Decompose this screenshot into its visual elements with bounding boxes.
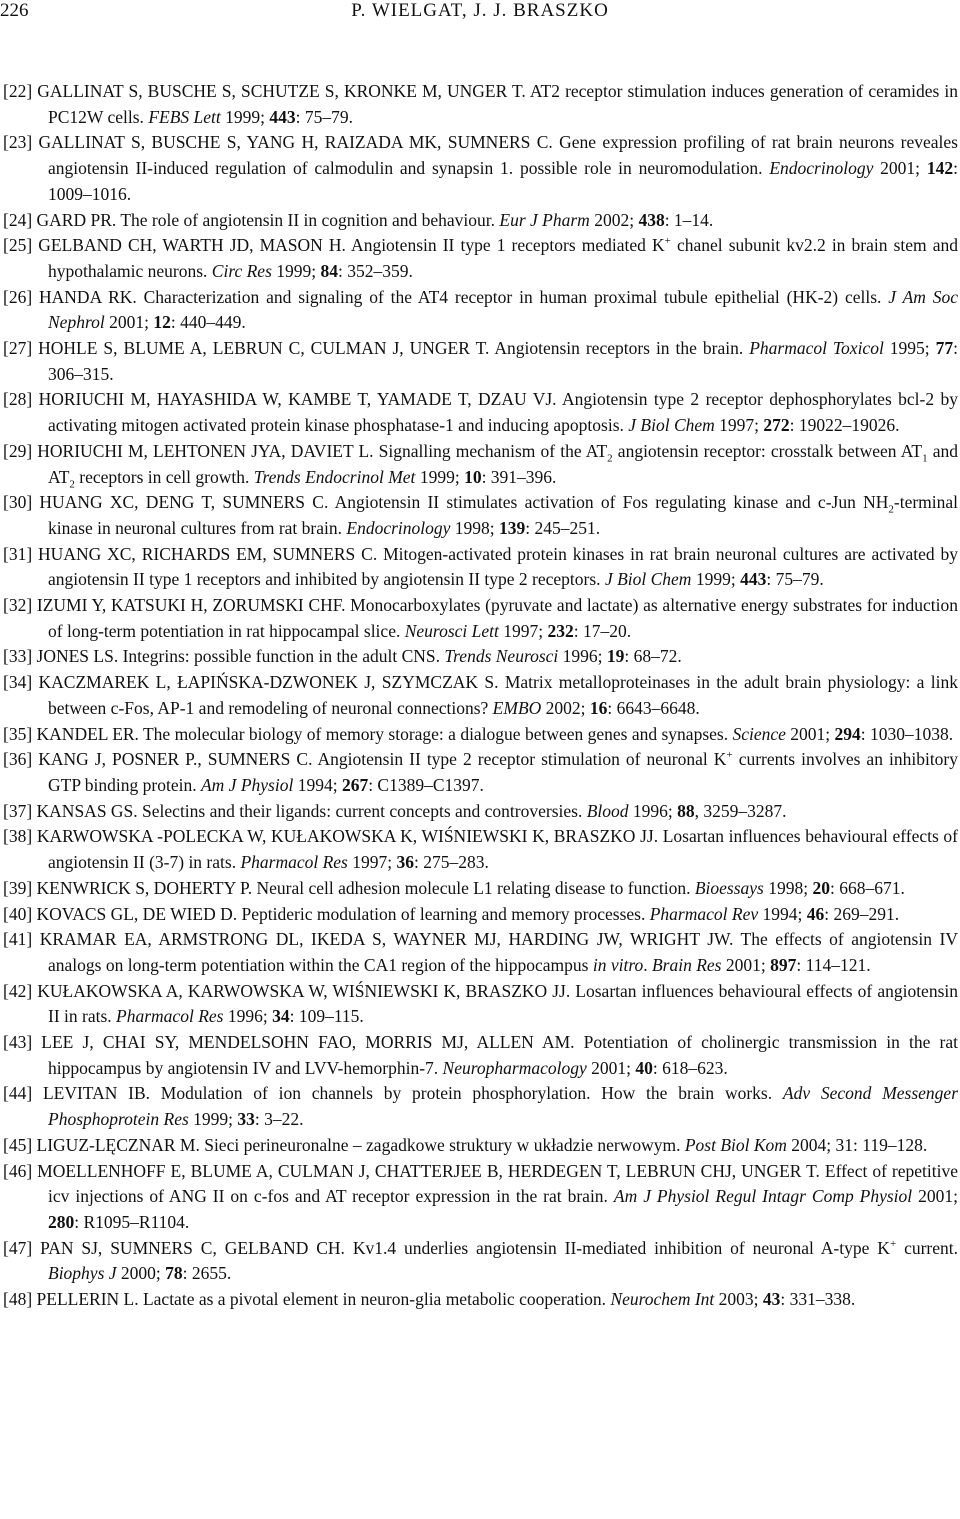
reference-item — [3, 208, 958, 234]
reference-text: 1996; — [223, 1006, 273, 1027]
reference-text: 1998; — [450, 517, 500, 538]
reference-item — [3, 747, 958, 798]
journal-name: J Biol Chem — [604, 569, 692, 590]
reference-text: 1999; — [271, 260, 321, 281]
reference-text: KANDEL ER. The molecular biology of memory storage: a dialogue between genes and synapses. — [36, 723, 733, 744]
reference-text: 1997; — [347, 852, 397, 873]
reference-text: currents involves an inhibitory GTP binding protein. — [48, 749, 959, 795]
volume-number: 294 — [834, 723, 861, 744]
reference-number: [36] — [3, 749, 39, 770]
reference-item — [3, 670, 958, 721]
reference-text: 1994; — [293, 774, 342, 795]
journal-name: Neurochem Int — [610, 1289, 715, 1310]
reference-number: [32] — [3, 595, 37, 616]
reference-item — [3, 490, 958, 541]
reference-text: -terminal kinase in neuronal cultures from rat brain. — [48, 492, 959, 538]
reference-item — [3, 593, 958, 644]
reference-item — [3, 1287, 958, 1313]
reference-item — [3, 79, 958, 130]
journal-name: Adv Second Messenger Phosphoprotein Res — [48, 1083, 959, 1130]
reference-text: HOHLE S, BLUME A, LEBRUN C, CULMAN J, UNGER T. Angiotensin receptors in the brain. — [38, 338, 750, 359]
reference-text: KACZMAREK L, ŁAPIŃSKA-DZWONEK J, SZYMCZAK S. Matrix metalloproteinases in the adult brain physiology: a link between c-Fos, AP-1 and remodeling of neuronal connections? — [38, 672, 958, 718]
reference-item — [3, 1081, 958, 1132]
journal-name: FEBS Lett — [148, 106, 221, 127]
journal-name: EMBO — [492, 697, 542, 718]
reference-text: 2 — [888, 503, 894, 516]
reference-text: IZUMI Y, KATSUKI H, ZORUMSKI CHF. Monocarboxylates (pyruvate and lactate) as alternative energy substrates for induction of long-term potentiation in rat hippocampal slice. — [36, 595, 959, 641]
reference-item — [3, 1133, 958, 1159]
journal-name: J Biol Chem — [628, 415, 715, 436]
reference-text: : 1030–1038. — [860, 723, 954, 744]
journal-name: Neurosci Lett — [404, 620, 499, 641]
reference-text: HANDA RK. Characterization and signaling of the AT4 receptor in human proximal tubule epithelial (HK-2) cells. — [39, 286, 889, 307]
reference-text: 2001; — [873, 158, 927, 179]
journal-name: Am J Physiol Regul Intagr Comp Physiol — [613, 1186, 913, 1207]
reference-text: PAN SJ, SUMNERS C, GELBAND CH. Kv1.4 underlies angiotensin II-mediated inhibition of neuronal A-type K — [40, 1237, 890, 1258]
reference-text: 2004; 31: 119–128. — [786, 1134, 928, 1155]
reference-number: [42] — [3, 980, 38, 1001]
reference-text: JONES LS. Integrins: possible function in the adult CNS. — [36, 646, 445, 667]
journal-name: Eur J Pharm — [499, 209, 590, 230]
volume-number: 43 — [762, 1289, 781, 1310]
reference-text: MOELLENHOFF E, BLUME A, CULMAN J, CHATTERJEE B, HERDEGEN T, LEBRUN CHJ, UNGER T. Effect of repetitive icv injections of ANG II on c-fos and AT receptor expression in the rat brain. — [37, 1160, 958, 1207]
reference-text: 1999; — [188, 1109, 238, 1130]
volume-number: 16 — [589, 697, 608, 718]
reference-text: + — [726, 749, 733, 762]
volume-number: 267 — [341, 774, 369, 795]
reference-item — [3, 1159, 958, 1236]
reference-number: [22] — [3, 81, 38, 101]
journal-name: in vitro — [592, 954, 644, 975]
reference-text: 1999; — [220, 106, 270, 127]
reference-number: [30] — [3, 492, 40, 513]
page-header — [0, 0, 960, 26]
volume-number: 77 — [935, 338, 954, 359]
reference-text: . — [643, 954, 652, 975]
reference-text: + — [889, 1237, 897, 1250]
reference-text: : 75–79. — [766, 569, 824, 590]
reference-text: : 3–22. — [254, 1109, 304, 1130]
journal-name: J Am Soc Nephrol — [48, 286, 959, 333]
reference-number: [41] — [3, 929, 40, 950]
reference-text: 1995; — [883, 338, 936, 359]
reference-item — [3, 1236, 958, 1287]
journal-name: Am J Physiol — [200, 774, 294, 795]
reference-text: HORIUCHI M, HAYASHIDA W, KAMBE T, YAMADE T, DZAU VJ. Angiotensin type 2 receptor dephosphorylates bcl-2 by activating mitogen activated protein kinase phosphatase-1 and inducing apoptosis. — [38, 389, 959, 436]
reference-number: [25] — [3, 235, 39, 256]
journal-name: Trends Endocrinol Met — [253, 466, 416, 487]
reference-text: KANG J, POSNER P., SUMNERS C. Angiotensin II type 2 receptor stimulation of neuronal K — [38, 749, 727, 770]
reference-text: LIGUZ-LĘCZNAR M. Sieci perineuronalne – zagadkowe struktury w układzie nerwowym. — [36, 1134, 685, 1155]
reference-text: HORIUCHI M, LEHTONEN JYA, DAVIET L. Signalling mechanism of the AT — [37, 440, 608, 461]
reference-item — [3, 336, 958, 387]
volume-number: 34 — [272, 1006, 290, 1027]
reference-text: HUANG XC, DENG T, SUMNERS C. Angiotensin II stimulates activation of Fos regulating kinase and c-Jun NH — [39, 492, 889, 513]
reference-item — [3, 722, 958, 748]
reference-number: [43] — [3, 1032, 42, 1053]
reference-text: current. — [896, 1237, 958, 1258]
volume-number: 88 — [677, 800, 695, 821]
reference-text: : 618–623. — [652, 1057, 728, 1078]
reference-text: 2000; — [116, 1263, 166, 1284]
reference-text: : 6643–6648. — [607, 697, 700, 718]
reference-text: GELBAND CH, WARTH JD, MASON H. Angiotensin II type 1 receptors mediated K — [38, 235, 665, 256]
reference-text: 2001; — [586, 1057, 636, 1078]
journal-name: Bioessays — [694, 877, 764, 898]
reference-text: GALLINAT S, BUSCHE S, YANG H, RAIZADA MK, SUMNERS C. Gene expression profiling of rat brain neurons reveales angiotensin II-induced regulation of calmodulin and synapsin 1. possible role in neuromodulation. — [38, 132, 958, 179]
volume-number: 10 — [464, 466, 482, 487]
reference-text: KOVACS GL, DE WIED D. Peptideric modulation of learning and memory processes. — [36, 903, 650, 924]
journal-name: Brain Res — [651, 954, 722, 975]
reference-item — [3, 542, 958, 593]
volume-number: 438 — [638, 209, 665, 230]
reference-text: 2001; — [785, 723, 835, 744]
reference-text: KRAMAR EA, ARMSTRONG DL, IKEDA S, WAYNER MJ, HARDING JW, WRIGHT JW. The effects of angiotensin IV analogs on long-term potentiation within the CA1 region of the hippocampus — [39, 929, 958, 975]
reference-text: : 1–14. — [664, 209, 714, 230]
reference-text: receptors in cell growth. — [74, 466, 254, 487]
journal-name: Pharmacol Rev — [649, 903, 759, 924]
reference-item — [3, 799, 958, 825]
reference-item — [3, 876, 958, 902]
reference-text: , 3259–3287. — [694, 800, 787, 821]
reference-text: 1994; — [758, 903, 807, 924]
reference-number: [38] — [3, 826, 37, 847]
reference-number: [29] — [3, 440, 38, 461]
reference-text: 2 — [607, 452, 613, 465]
volume-number: 20 — [812, 877, 830, 898]
journal-name: Circ Res — [211, 260, 272, 281]
reference-text: KUŁAKOWSKA A, KARWOWSKA W, WIŚNIEWSKI K, BRASZKO JJ. Losartan influences behavioural effects of angiotensin II in rats. — [37, 980, 958, 1027]
reference-item — [3, 387, 958, 438]
reference-text: : 2655. — [182, 1263, 232, 1284]
reference-text: : 269–291. — [824, 903, 900, 924]
reference-number: [28] — [3, 389, 39, 410]
journal-name: Biophys J — [48, 1263, 117, 1284]
reference-text: KANSAS GS. Selectins and their ligands: current concepts and controversies. — [36, 800, 587, 821]
reference-text: 2002; — [541, 697, 590, 718]
volume-number: 443 — [740, 569, 767, 590]
reference-text: 1999; — [415, 466, 465, 487]
reference-text: and AT — [48, 440, 958, 487]
reference-text: : 17–20. — [573, 620, 632, 641]
journal-name: Pharmacol Res — [116, 1006, 224, 1027]
reference-number: [40] — [3, 903, 37, 924]
reference-text: 1997; — [714, 415, 764, 436]
reference-number: [37] — [3, 800, 37, 821]
reference-text: 2001; — [104, 312, 154, 333]
reference-text: : 19022–19026. — [789, 415, 900, 436]
reference-text: 2002; — [589, 209, 639, 230]
reference-number: [26] — [3, 286, 40, 307]
reference-item — [3, 130, 958, 207]
reference-text: : 440–449. — [170, 312, 246, 333]
reference-text: : 352–359. — [338, 260, 413, 281]
reference-item — [3, 439, 958, 490]
reference-item — [3, 902, 958, 928]
reference-text: : 1009–1016. — [48, 158, 958, 204]
journal-name: Science — [732, 723, 786, 744]
page-number: 226 — [0, 0, 29, 21]
reference-text: 1996; — [558, 646, 607, 667]
reference-text: 1 — [922, 452, 928, 465]
journal-name: Post Biol Kom — [684, 1134, 787, 1155]
reference-text: GALLINAT S, BUSCHE S, SCHUTZE S, KRONKE M, UNGER T. AT2 receptor stimulation induces generation of ceramides in PC12W cells. — [37, 81, 959, 127]
reference-text: GARD PR. The role of angiotensin II in cognition and behaviour. — [36, 209, 500, 230]
volume-number: 78 — [165, 1263, 183, 1284]
reference-text: : 68–72. — [624, 646, 682, 667]
journal-name: Trends Neurosci — [444, 646, 559, 667]
reference-text: LEE J, CHAI SY, MENDELSOHN FAO, MORRIS MJ, ALLEN AM. Potentiation of cholinergic transmission in the rat hippocampus by angiotensin IV and LVV-hemorphin-7. — [41, 1032, 958, 1078]
reference-text: 2001; — [721, 954, 771, 975]
reference-text: : C1389–C1397. — [368, 774, 484, 795]
volume-number: 232 — [547, 620, 574, 641]
reference-text: : 245–251. — [525, 517, 601, 538]
volume-number: 33 — [237, 1109, 255, 1130]
reference-text: : 275–283. — [414, 852, 489, 873]
volume-number: 443 — [269, 106, 296, 127]
reference-number: [23] — [3, 132, 39, 153]
reference-item — [3, 644, 958, 670]
volume-number: 40 — [635, 1057, 653, 1078]
reference-item — [3, 979, 958, 1030]
journal-name: Neuropharmacology — [442, 1057, 587, 1078]
reference-text: 2 — [69, 478, 75, 491]
reference-number: [33] — [3, 646, 37, 667]
reference-text: : 668–671. — [829, 877, 905, 898]
reference-number: [48] — [3, 1289, 37, 1310]
volume-number: 280 — [48, 1211, 75, 1232]
journal-name: Pharmacol Res — [240, 852, 348, 873]
reference-item — [3, 233, 958, 284]
volume-number: 46 — [806, 903, 825, 924]
reference-text: PELLERIN L. Lactate as a pivotal element in neuron-glia metabolic cooperation. — [36, 1289, 611, 1310]
reference-number: [27] — [3, 338, 39, 359]
reference-number: [31] — [3, 543, 39, 564]
reference-item — [3, 1030, 958, 1081]
reference-text: 1997; — [498, 620, 548, 641]
reference-text: 1996; — [628, 800, 678, 821]
reference-item — [3, 285, 958, 336]
reference-text: chanel subunit kv2.2 in brain stem and hypothalamic neurons. — [48, 235, 958, 281]
reference-text: : 75–79. — [295, 106, 353, 127]
reference-text: KARWOWSKA -POLECKA W, KUŁAKOWSKA K, WIŚNIEWSKI K, BRASZKO JJ. Losartan influences behavioural effects of angiotensin II (3-7) in rats. — [36, 826, 959, 873]
journal-name: Pharmacol Toxicol — [749, 338, 884, 359]
volume-number: 142 — [926, 158, 954, 179]
volume-number: 36 — [396, 852, 414, 873]
reference-text: 2003; — [714, 1289, 763, 1310]
reference-text: 1999; — [691, 569, 741, 590]
reference-number: [44] — [3, 1083, 43, 1104]
volume-number: 84 — [320, 260, 339, 281]
journal-name: Endocrinology — [769, 158, 874, 179]
reference-text: HUANG XC, RICHARDS EM, SUMNERS C. Mitogen-activated protein kinases in rat brain neuronal cultures are activated by angiotensin II type 1 receptors and inhibited by angiotensin II type 2 receptors. — [38, 543, 958, 590]
reference-number: [35] — [3, 723, 37, 744]
reference-text: : 391–396. — [481, 466, 557, 487]
reference-text: : 331–338. — [780, 1289, 856, 1310]
journal-name: Endocrinology — [346, 517, 451, 538]
reference-text: : R1095–R1104. — [74, 1211, 190, 1232]
reference-number: [34] — [3, 672, 39, 693]
reference-number: [45] — [3, 1134, 37, 1155]
reference-text: 1998; — [763, 877, 813, 898]
reference-number: [47] — [3, 1237, 41, 1258]
reference-text: + — [664, 235, 671, 248]
journal-name: Blood — [586, 800, 629, 821]
reference-text: angiotensin receptor: crosstalk between AT — [612, 440, 923, 461]
reference-text: LEVITAN IB. Modulation of ion channels by protein phosphorylation. How the brain works. — [42, 1083, 783, 1104]
volume-number: 12 — [153, 312, 171, 333]
reference-text: : 109–115. — [289, 1006, 364, 1027]
volume-number: 272 — [763, 415, 790, 436]
reference-text: : 306–315. — [48, 338, 958, 384]
reference-text: 2001; — [912, 1186, 959, 1207]
reference-number: [39] — [3, 877, 37, 898]
reference-text: : 114–121. — [796, 954, 871, 975]
volume-number: 139 — [499, 517, 526, 538]
volume-number: 19 — [606, 646, 625, 667]
reference-item — [3, 927, 958, 978]
reference-text: KENWRICK S, DOHERTY P. Neural cell adhesion molecule L1 relating disease to function. — [36, 877, 695, 898]
running-head: P. WIELGAT, J. J. BRASZKO — [351, 0, 609, 21]
reference-number: [46] — [3, 1160, 38, 1181]
reference-item — [3, 824, 958, 875]
reference-list — [3, 79, 958, 1313]
volume-number: 897 — [770, 954, 797, 975]
reference-number: [24] — [3, 209, 37, 230]
